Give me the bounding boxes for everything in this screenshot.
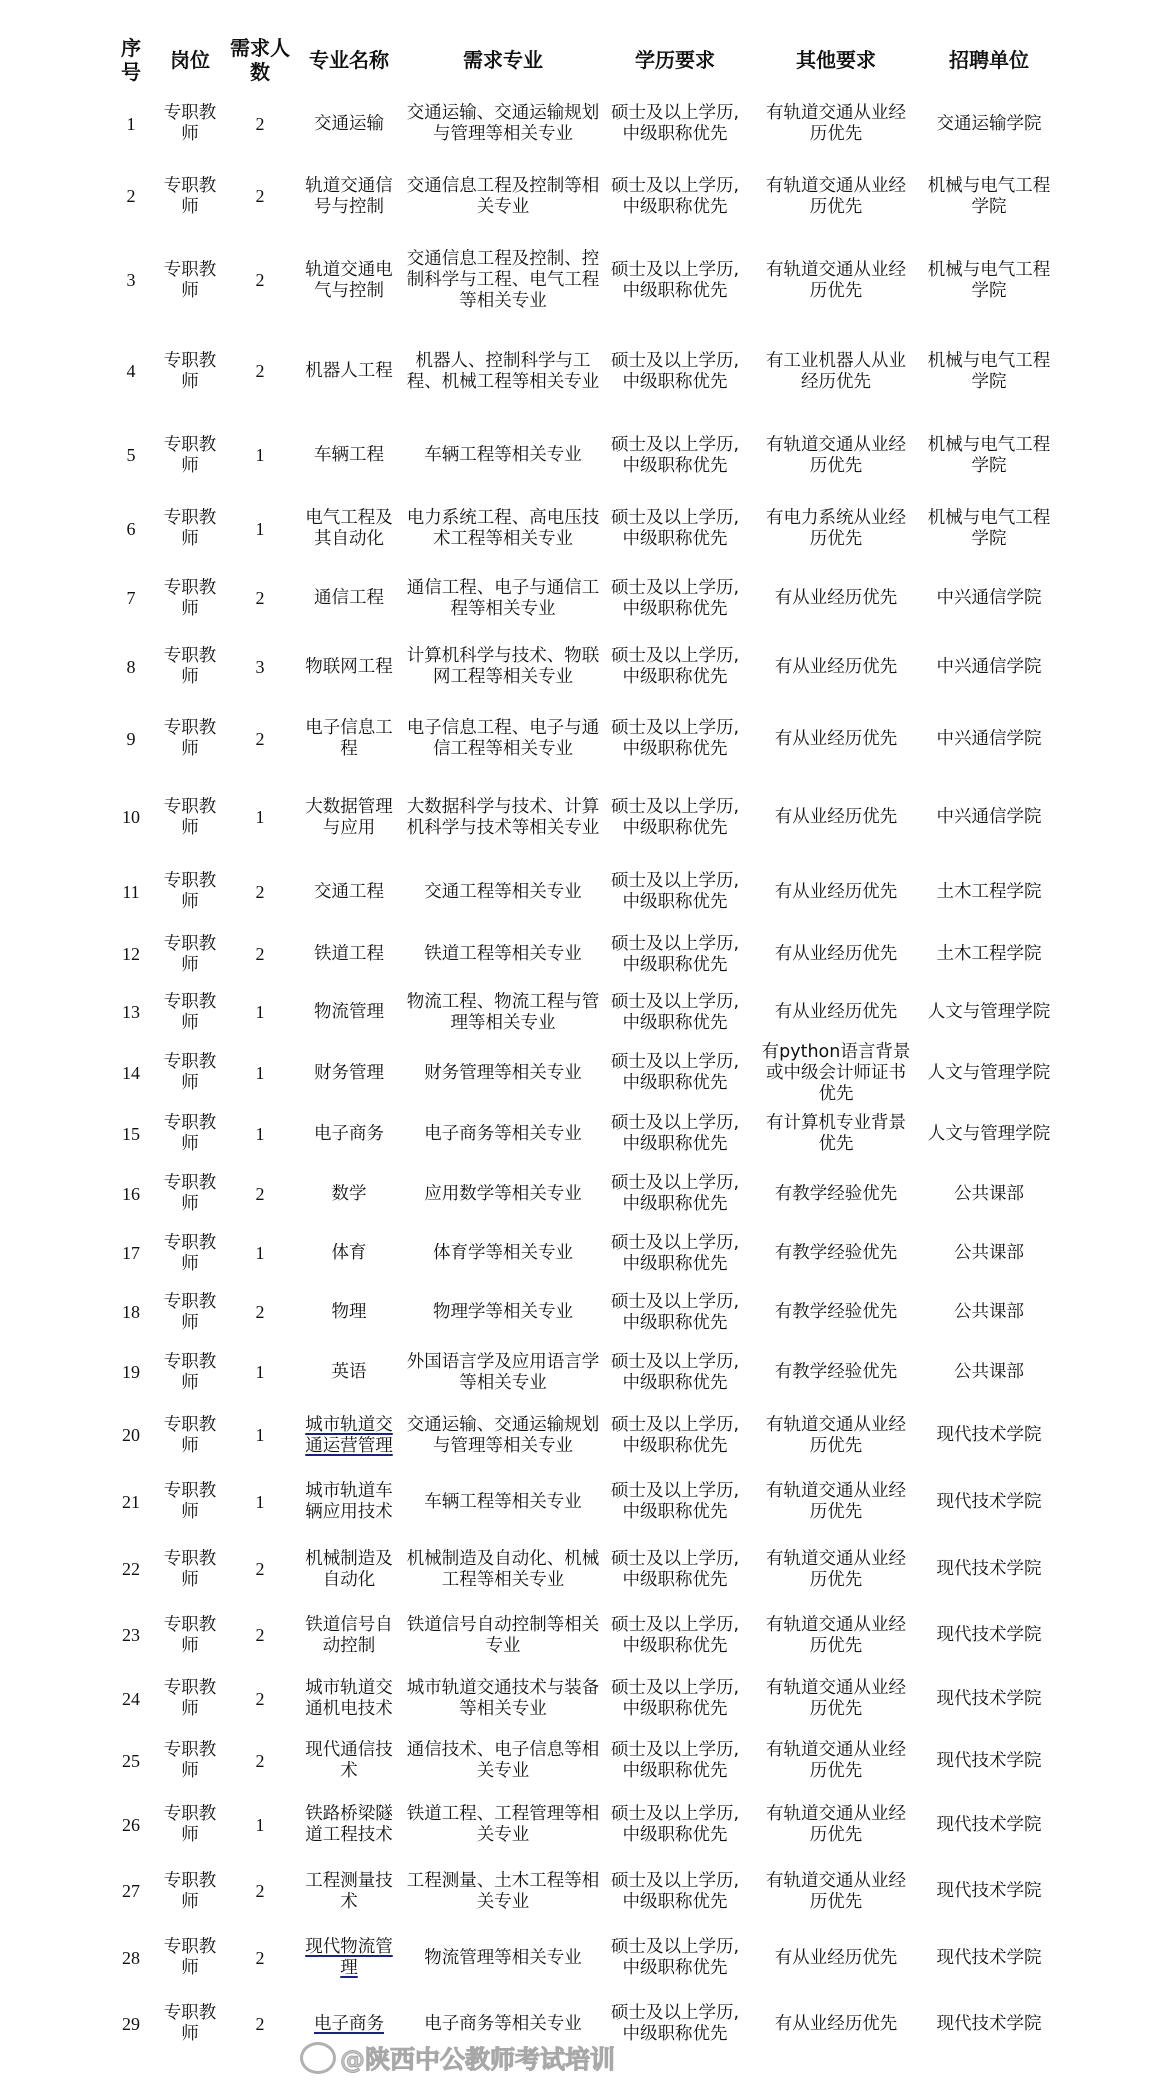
education-cell: 硕士及以上学历, 中级职称优先 [610,259,740,301]
required-major-cell: 铁道工程等相关专业 [424,944,582,964]
header-other: 其他要求 [796,48,876,72]
required-major-cell: 机器人、控制科学与工 程、机械工程等相关专业 [406,350,600,392]
major-name-cell[interactable] [290,1925,408,1991]
table-row [0,1603,1170,1668]
table-row [0,858,1170,926]
post-cell: 专职教 师 [163,1232,217,1274]
post-cell: 专职教 师 [163,1291,217,1333]
required-major-cell: 大数据科学与技术、计算 机科学与技术等相关专业 [406,796,600,838]
row-index: 10 [122,807,140,827]
post-cell: 专职教 师 [163,1548,217,1590]
unit-cell: 现代技术学院 [936,1947,1042,1968]
unit-cell: 中兴通信学院 [936,807,1042,827]
table-row [0,1730,1170,1792]
count-cell: 2 [255,588,265,608]
required-major-cell: 交通运输、交通运输规划 与管理等相关专业 [406,103,600,144]
other-requirement-cell: 有从业经历优先 [774,656,898,677]
table-row [0,1104,1170,1164]
unit-cell: 人文与管理学院 [927,1062,1051,1083]
major-name-cell: 体育 [331,1243,367,1263]
other-requirement-cell: 有轨道交通从业经 历优先 [766,259,906,301]
row-index: 6 [126,518,136,539]
row-index: 2 [126,186,136,206]
other-requirement-cell: 有教学经验优先 [774,1243,898,1263]
table-row [0,90,1170,158]
education-cell: 硕士及以上学历, 中级职称优先 [610,871,740,912]
major-name-cell: 轨道交通电 气与控制 [305,259,393,301]
count-cell: 2 [255,1750,265,1771]
education-cell: 硕士及以上学历, 中级职称优先 [610,991,740,1033]
post-cell: 专职教 师 [163,1614,217,1656]
table-row [0,1403,1170,1468]
header-major-name: 专业名称 [309,48,389,72]
count-cell: 1 [255,1002,265,1022]
unit-cell: 现代技术学院 [936,1814,1042,1835]
education-cell: 硕士及以上学历, 中级职称优先 [610,1291,740,1333]
unit-cell: 现代技术学院 [936,1491,1042,1512]
table-row [0,417,1170,494]
education-cell: 硕士及以上学历, 中级职称优先 [610,1548,740,1590]
required-major-cell: 机械制造及自动化、机械 工程等相关专业 [406,1548,600,1590]
other-requirement-cell: 有从业经历优先 [774,588,898,608]
other-requirement-cell: 有电力系统从业经 历优先 [766,508,906,549]
required-major-cell: 铁道信号自动控制等相关 专业 [406,1614,600,1656]
count-cell: 2 [255,1881,265,1901]
count-cell: 2 [255,1302,265,1322]
major-name-cell: 大数据管理 与应用 [305,796,393,838]
education-cell: 硕士及以上学历, 中级职称优先 [610,103,740,144]
major-name-cell: 财务管理 [314,1062,384,1083]
other-requirement-cell: 有python语言背景 或中级会计师证书 优先 [761,1041,911,1104]
table-row [0,1224,1170,1283]
required-major-cell: 应用数学等相关专业 [424,1183,582,1204]
major-name-cell: 数学 [331,1183,367,1204]
table-row [0,983,1170,1042]
other-requirement-cell: 有轨道交通从业经 历优先 [766,1740,906,1781]
header-education: 学历要求 [635,48,715,72]
unit-cell: 中兴通信学院 [936,656,1042,677]
major-name-cell: 铁道工程 [314,944,384,964]
education-cell: 硕士及以上学历, 中级职称优先 [610,1481,740,1522]
table-header-row [0,30,1170,90]
unit-cell: 中兴通信学院 [936,728,1042,749]
weibo-logo-icon [300,2042,336,2074]
education-cell: 硕士及以上学历, 中级职称优先 [610,1614,740,1656]
post-cell: 专职教 师 [163,1052,217,1093]
required-major-cell: 电力系统工程、高电压技 术工程等相关专业 [406,508,600,549]
row-index: 18 [122,1302,140,1322]
other-requirement-cell: 有轨道交通从业经 历优先 [766,103,906,144]
unit-cell: 现代技术学院 [936,1881,1042,1901]
post-cell: 专职教 师 [163,2003,217,2044]
major-name-cell: 物理 [331,1302,367,1322]
row-index: 29 [122,2013,140,2034]
major-name-cell: 铁道信号自 动控制 [305,1614,393,1656]
count-cell: 2 [255,728,265,749]
required-major-cell: 车辆工程等相关专业 [424,445,582,465]
major-link[interactable]: 现代物流管 理 [305,1937,393,1978]
other-requirement-cell: 有工业机器人从业 经历优先 [766,350,906,392]
post-cell: 专职教 师 [163,1937,217,1978]
post-cell: 专职教 师 [163,350,217,392]
count-cell: 1 [255,1243,265,1263]
required-major-cell: 体育学等相关专业 [433,1243,573,1263]
major-name-cell: 轨道交通信 号与控制 [305,175,393,217]
education-cell: 硕士及以上学历, 中级职称优先 [610,1678,740,1719]
major-name-cell: 工程测量技 术 [305,1870,393,1912]
major-name-cell: 城市轨道车 辆应用技术 [305,1481,393,1522]
unit-cell: 交通运输学院 [936,113,1042,134]
unit-cell: 机械与电气工程 学院 [927,259,1051,301]
row-index: 16 [122,1183,140,1204]
count-cell: 2 [255,113,265,134]
education-cell: 硕士及以上学历, 中级职称优先 [610,1113,740,1154]
row-index: 23 [122,1625,140,1645]
table-row [0,1042,1170,1104]
required-major-cell: 交通信息工程及控制等相 关专业 [406,175,600,217]
other-requirement-cell: 有轨道交通从业经 历优先 [766,1414,906,1456]
education-cell: 硕士及以上学历, 中级职称优先 [610,1870,740,1912]
row-index: 7 [126,588,136,608]
row-index: 12 [122,944,140,964]
row-index: 24 [122,1688,140,1709]
other-requirement-cell: 有从业经历优先 [774,944,898,964]
table-row [0,235,1170,326]
other-requirement-cell: 有轨道交通从业经 历优先 [766,175,906,217]
table-row [0,1164,1170,1224]
watermark [300,2040,615,2076]
required-major-cell: 电子商务等相关专业 [424,2013,582,2034]
count-cell: 1 [255,807,265,827]
other-requirement-cell: 有轨道交通从业经 历优先 [766,1804,906,1845]
required-major-cell: 交通信息工程及控制、控 制科学与工程、电气工程 等相关专业 [406,249,600,311]
row-index: 9 [126,728,136,749]
row-index: 26 [122,1814,140,1835]
major-name-cell: 铁路桥梁隧 道工程技术 [305,1804,393,1845]
count-cell: 2 [255,361,265,381]
header-index: 序 号 [121,36,141,84]
major-name-cell: 城市轨道交 通机电技术 [305,1678,393,1719]
unit-cell: 现代技术学院 [936,1559,1042,1579]
other-requirement-cell: 有从业经历优先 [774,1002,898,1022]
unit-cell: 土木工程学院 [936,881,1042,902]
required-major-cell: 铁道工程、工程管理等相 关专业 [406,1804,600,1845]
education-cell: 硕士及以上学历, 中级职称优先 [610,933,740,975]
row-index: 3 [126,270,136,290]
required-major-cell: 交通运输、交通运输规划 与管理等相关专业 [406,1414,600,1456]
major-name-cell: 英语 [331,1362,367,1382]
table-row [0,326,1170,417]
required-major-cell: 物理学等相关专业 [433,1302,573,1322]
row-index: 25 [122,1750,140,1771]
row-index: 28 [122,1947,140,1968]
post-cell: 专职教 师 [163,434,217,476]
count-cell: 2 [255,881,265,902]
other-requirement-cell: 有教学经验优先 [774,1302,898,1322]
required-major-cell: 物流管理等相关专业 [424,1947,582,1968]
post-cell: 专职教 师 [163,1113,217,1154]
required-major-cell: 通信技术、电子信息等相 关专业 [406,1740,600,1781]
count-cell: 2 [255,270,265,290]
count-cell: 2 [255,1625,265,1645]
education-cell: 硕士及以上学历, 中级职称优先 [610,796,740,838]
unit-cell: 公共课部 [954,1362,1024,1382]
major-link[interactable]: 电子商务 [314,2013,384,2034]
major-name-cell: 物联网工程 [305,656,393,677]
unit-cell: 现代技术学院 [936,1425,1042,1445]
post-cell: 专职教 师 [163,1414,217,1456]
post-cell: 专职教 师 [163,103,217,144]
table-row [0,1283,1170,1342]
row-index: 14 [122,1062,140,1083]
count-cell: 1 [255,1362,265,1382]
other-requirement-cell: 有轨道交通从业经 历优先 [766,1614,906,1656]
education-cell: 硕士及以上学历, 中级职称优先 [610,1740,740,1781]
other-requirement-cell: 有轨道交通从业经 历优先 [766,434,906,476]
count-cell: 3 [255,656,265,677]
count-cell: 2 [255,944,265,964]
major-link[interactable]: 城市轨道交 通运营管理 [305,1414,393,1456]
post-cell: 专职教 师 [163,796,217,838]
post-cell: 专职教 师 [163,259,217,301]
unit-cell: 公共课部 [954,1243,1024,1263]
row-index: 22 [122,1559,140,1579]
count-cell: 1 [255,518,265,539]
row-index: 13 [122,1002,140,1022]
post-cell: 专职教 师 [163,175,217,217]
header-post: 岗位 [170,48,210,72]
education-cell: 硕士及以上学历, 中级职称优先 [610,1173,740,1214]
major-name-cell: 车辆工程 [314,445,384,465]
unit-cell: 现代技术学院 [936,1688,1042,1709]
row-index: 19 [122,1362,140,1382]
major-name-cell: 机械制造及 自动化 [305,1548,393,1590]
unit-cell: 人文与管理学院 [927,1002,1051,1022]
major-name-cell: 物流管理 [314,1002,384,1022]
post-cell: 专职教 师 [163,1678,217,1719]
watermark-text: @陕西中公教师考试培训 [340,2045,616,2074]
other-requirement-cell: 有轨道交通从业经 历优先 [766,1678,906,1719]
count-cell: 1 [255,1062,265,1083]
required-major-cell: 电子信息工程、电子与通 信工程等相关专业 [406,718,600,759]
table-row [0,1468,1170,1536]
required-major-cell: 通信工程、电子与通信工 程等相关专业 [406,577,600,619]
count-cell: 2 [255,1183,265,1204]
required-major-cell: 交通工程等相关专业 [424,881,582,902]
post-cell: 专职教 师 [163,577,217,619]
other-requirement-cell: 有轨道交通从业经 历优先 [766,1548,906,1590]
required-major-cell: 工程测量、土木工程等相 关专业 [406,1870,600,1912]
unit-cell: 现代技术学院 [936,1625,1042,1645]
education-cell: 硕士及以上学历, 中级职称优先 [610,350,740,392]
table-row [0,1792,1170,1858]
other-requirement-cell: 有轨道交通从业经 历优先 [766,1870,906,1912]
table-row [0,701,1170,777]
table-row [0,564,1170,633]
row-index: 17 [122,1243,140,1263]
unit-cell: 机械与电气工程 学院 [927,175,1051,217]
unit-cell: 机械与电气工程 学院 [927,434,1051,476]
header-required-major: 需求专业 [463,48,543,72]
row-index: 4 [126,361,136,381]
unit-cell: 人文与管理学院 [927,1123,1051,1144]
other-requirement-cell: 有从业经历优先 [774,2013,898,2034]
other-requirement-cell: 有从业经历优先 [774,1947,898,1968]
row-index: 1 [126,113,136,134]
table-row [0,1925,1170,1991]
count-cell: 2 [255,1559,265,1579]
table-row [0,1668,1170,1730]
education-cell: 硕士及以上学历, 中级职称优先 [610,434,740,476]
table-row [0,777,1170,858]
required-major-cell: 外国语言学及应用语言学 等相关专业 [406,1351,600,1393]
unit-cell: 公共课部 [954,1302,1024,1322]
unit-cell: 公共课部 [954,1183,1024,1204]
unit-cell: 现代技术学院 [936,2013,1042,2034]
required-major-cell: 计算机科学与技术、物联 网工程等相关专业 [406,646,600,687]
table-row [0,633,1170,701]
required-major-cell: 城市轨道交通技术与装备 等相关专业 [406,1678,600,1719]
education-cell: 硕士及以上学历, 中级职称优先 [610,1937,740,1978]
count-cell: 1 [255,1491,265,1512]
other-requirement-cell: 有从业经历优先 [774,728,898,749]
count-cell: 1 [255,1425,265,1445]
table-row [0,1342,1170,1403]
table-row [0,494,1170,564]
post-cell: 专职教 师 [163,718,217,759]
major-name-cell[interactable] [290,1403,408,1468]
count-cell: 1 [255,1123,265,1144]
major-name-cell: 交通运输 [314,113,384,134]
row-index: 8 [126,656,136,677]
row-index: 5 [126,445,136,465]
education-cell: 硕士及以上学历, 中级职称优先 [610,2003,740,2044]
header-unit: 招聘单位 [949,48,1029,72]
row-index: 27 [122,1881,140,1901]
education-cell: 硕士及以上学历, 中级职称优先 [610,1052,740,1093]
row-index: 11 [122,881,140,902]
education-cell: 硕士及以上学历, 中级职称优先 [610,646,740,687]
major-name-cell: 电子信息工 程 [305,718,393,759]
count-cell: 1 [255,1814,265,1835]
post-cell: 专职教 师 [163,1740,217,1781]
unit-cell: 中兴通信学院 [936,588,1042,608]
other-requirement-cell: 有从业经历优先 [774,807,898,827]
major-name-cell: 电子商务 [314,1123,384,1144]
education-cell: 硕士及以上学历, 中级职称优先 [610,1351,740,1393]
education-cell: 硕士及以上学历, 中级职称优先 [610,718,740,759]
table-row [0,926,1170,983]
post-cell: 专职教 师 [163,508,217,549]
unit-cell: 土木工程学院 [936,944,1042,964]
post-cell: 专职教 师 [163,1870,217,1912]
other-requirement-cell: 有计算机专业背景 优先 [766,1113,906,1154]
other-requirement-cell: 有教学经验优先 [774,1183,898,1204]
count-cell: 2 [255,1947,265,1968]
major-name-cell: 交通工程 [314,881,384,902]
header-count: 需求人 数 [230,36,290,84]
required-major-cell: 物流工程、物流工程与管 理等相关专业 [406,991,600,1033]
post-cell: 专职教 师 [163,646,217,687]
major-name-cell: 电气工程及 其自动化 [305,508,393,549]
unit-cell: 机械与电气工程 学院 [927,508,1051,549]
row-index: 15 [122,1123,140,1144]
education-cell: 硕士及以上学历, 中级职称优先 [610,1232,740,1274]
education-cell: 硕士及以上学历, 中级职称优先 [610,175,740,217]
other-requirement-cell: 有从业经历优先 [774,881,898,902]
table-row [0,1536,1170,1603]
post-cell: 专职教 师 [163,871,217,912]
count-cell: 2 [255,186,265,206]
required-major-cell: 电子商务等相关专业 [424,1123,582,1144]
post-cell: 专职教 师 [163,1804,217,1845]
count-cell: 2 [255,1688,265,1709]
post-cell: 专职教 师 [163,1351,217,1393]
required-major-cell: 车辆工程等相关专业 [424,1491,582,1512]
education-cell: 硕士及以上学历, 中级职称优先 [610,577,740,619]
post-cell: 专职教 师 [163,933,217,975]
other-requirement-cell: 有教学经验优先 [774,1362,898,1382]
table-row [0,158,1170,235]
row-index: 21 [122,1491,140,1512]
post-cell: 专职教 师 [163,1481,217,1522]
unit-cell: 现代技术学院 [936,1750,1042,1771]
major-name-cell: 现代通信技 术 [305,1740,393,1781]
unit-cell: 机械与电气工程 学院 [927,350,1051,392]
major-name-cell: 机器人工程 [305,361,393,381]
education-cell: 硕士及以上学历, 中级职称优先 [610,1414,740,1456]
post-cell: 专职教 师 [163,991,217,1033]
table-row [0,1858,1170,1925]
post-cell: 专职教 师 [163,1173,217,1214]
count-cell: 1 [255,445,265,465]
row-index: 20 [122,1425,140,1445]
required-major-cell: 财务管理等相关专业 [424,1062,582,1083]
count-cell: 2 [255,2013,265,2034]
other-requirement-cell: 有轨道交通从业经 历优先 [766,1481,906,1522]
education-cell: 硕士及以上学历, 中级职称优先 [610,508,740,549]
major-name-cell: 通信工程 [314,588,384,608]
education-cell: 硕士及以上学历, 中级职称优先 [610,1804,740,1845]
